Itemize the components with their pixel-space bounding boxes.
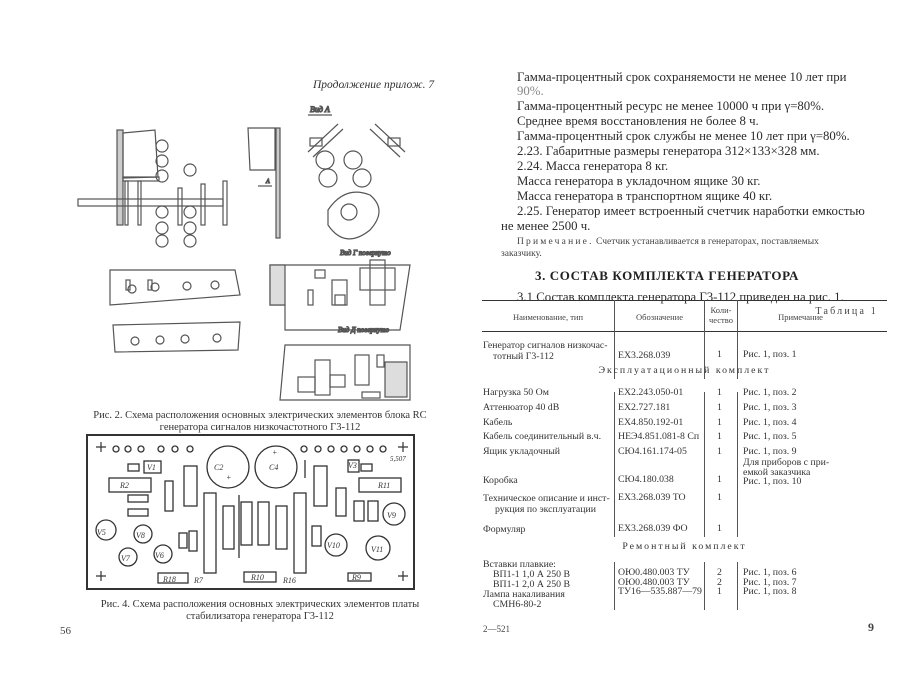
svg-text:V8: V8 (136, 531, 145, 540)
repair-notes (743, 568, 797, 597)
svg-text:V3: V3 (348, 461, 357, 470)
row-note: Рис. 1, поз. 4 (743, 417, 797, 428)
spec-line-5: Гамма-процентный срок службы не менее 10 лет при γ=80%. (517, 129, 850, 143)
view-g-label: Вид Г повернуто (340, 249, 391, 257)
section-repair-kit: Ремонтный комплект (622, 541, 747, 552)
note-label: Примечание. (517, 237, 594, 247)
repair-qty: 1 (717, 586, 722, 597)
row-name: Ящик укладочный (483, 446, 561, 457)
repair-note: Рис. 1, поз. 8 (743, 586, 797, 597)
repair-name: ВП1-1 2,0 А 250 В (493, 579, 571, 590)
svg-text:R18: R18 (163, 575, 176, 584)
repair-note: Рис. 1, поз. 7 (743, 576, 797, 588)
note (517, 236, 819, 248)
col-header-qty: Коли- чество (709, 305, 733, 325)
row-qty: 1 (717, 492, 722, 503)
row-note: Рис. 1, поз. 5 (743, 431, 797, 442)
row-code: ЕХ3.268.039 (618, 350, 671, 361)
svg-text:V7: V7 (121, 554, 130, 563)
figure-2-drawing (70, 100, 450, 410)
note-text: Счетчик устанавливается в генераторах, поставляемых (596, 237, 819, 247)
spec-line-4: Среднее время восстановления не более 8 ч. (517, 114, 759, 128)
svg-text:V9: V9 (387, 511, 396, 520)
repair-code: ОЮ0.480.003 ТУ (618, 576, 690, 588)
table-label: Таблица 1 (815, 306, 878, 317)
col-header-name: Наименование, тип (512, 312, 584, 322)
row-name: Кабель соединительный в.ч. (483, 431, 602, 442)
figure-4-caption-line1: Рис. 4. Схема расположения основных электрических элементов платы (100, 599, 420, 610)
spec-line-6: 2.23. Габаритные размеры генератора 312×133×328 мм. (517, 144, 820, 158)
svg-text:V10: V10 (327, 541, 340, 550)
spec-line-11: не менее 2500 ч. (501, 219, 591, 233)
row-qty: 1 (717, 446, 722, 457)
svg-text:A: A (266, 179, 270, 185)
row-code: СЮ4.180.038 (618, 474, 674, 485)
svg-text:V1: V1 (147, 463, 156, 472)
repair-name: СМН6-80-2 (493, 599, 542, 610)
right-page-number: 9 (868, 620, 874, 634)
row-name: Техническое описание и инст- (483, 493, 610, 504)
row-code: ЕХ3.268.039 ТО (618, 492, 686, 503)
row-note: Рис. 1, поз. 2 (743, 387, 797, 398)
repair-qty: 2 (717, 576, 722, 588)
row-name: Кабель (483, 417, 513, 428)
note-text-cont: заказчику. (501, 249, 542, 259)
row-qty: 1 (717, 417, 722, 428)
spec-line-7: 2.24. Масса генератора 8 кг. (517, 159, 669, 173)
svg-text:+: + (272, 448, 278, 457)
svg-text:C4: C4 (269, 463, 279, 472)
section-title: 3. СОСТАВ КОМПЛЕКТА ГЕНЕРАТОРА (535, 268, 799, 283)
figure-2-caption-line1: Рис. 2. Схема расположения основных электрических элементов блока RC (93, 410, 427, 421)
row-name-cont: тотный Г3-112 (493, 351, 554, 362)
spec-line-1: Гамма-процентный срок сохраняемости не менее 10 лет при (517, 70, 847, 84)
svg-text:5,507: 5,507 (390, 455, 406, 463)
continuation-header: Продолжение прилож. 7 (313, 79, 435, 91)
row-note: Рис. 1, поз. 3 (743, 402, 797, 413)
row-name: Формуляр (483, 524, 526, 535)
row-name: Коробка (483, 475, 518, 486)
svg-text:R9: R9 (352, 573, 361, 582)
table-header-rule (482, 331, 887, 332)
row-name: Нагрузка 50 Ом (483, 387, 549, 398)
row-code: СЮ4.161.174-05 (618, 446, 687, 457)
row-note-cont: Для приборов с при- (743, 457, 830, 468)
row-note-cont: емкой заказчика (743, 467, 811, 478)
repair-name: ВП1-1 1,0 А 250 В (493, 569, 571, 580)
svg-text:V5: V5 (97, 528, 106, 537)
view-d-label: Вид Д повернуто (338, 326, 390, 334)
figure-4-caption-line2: стабилизатора генератора Г3-112 (186, 611, 334, 622)
svg-text:+: + (226, 473, 232, 482)
section-intro: 3.1 Состав комплекта генератора Г3-112 приведен на рис. 1. (517, 290, 844, 304)
table-top-rule (482, 300, 887, 301)
row-qty: 1 (717, 431, 722, 442)
svg-text:V11: V11 (371, 545, 384, 554)
figure-2-caption (70, 410, 450, 434)
svg-text:C2: C2 (214, 463, 224, 472)
row-name-cont: рукция по эксплуатации (495, 504, 597, 515)
repair-code: ТУ16—535.887—79 (618, 586, 702, 597)
right-page (455, 0, 900, 680)
spec-line-2: 90%. (517, 84, 544, 98)
svg-text:R11: R11 (378, 481, 391, 490)
row-code: ЕХ2.243.050-01 (618, 387, 684, 398)
repair-name: Вставки плавкие: (483, 559, 556, 570)
figure-2-caption-line2: генератора сигналов низкочастотного Г3-112 (159, 422, 361, 433)
row-qty: 1 (717, 474, 722, 485)
row-qty: 1 (717, 402, 722, 413)
spec-line-3: Гамма-процентный ресурс не менее 10000 ч при γ=80%. (517, 99, 825, 113)
repair-codes (618, 568, 702, 597)
section-operational-kit: Эксплуатационный комплект (598, 365, 771, 376)
svg-text:R2: R2 (120, 481, 129, 490)
svg-text:R7: R7 (194, 576, 203, 585)
row-qty: 1 (717, 349, 722, 360)
row-code: НЕЭ4.851.081-8 Сп (618, 431, 700, 442)
spec-line-9: Масса генератора в транспортном ящике 40 кг. (517, 189, 773, 203)
left-page-number: 56 (60, 625, 71, 637)
repair-qtys (717, 568, 722, 597)
col-header-code: Обозначение (636, 312, 683, 322)
row-name: Аттенюатор 40 dB (483, 402, 560, 413)
row-name: Генератор сигналов низкочас- (483, 340, 608, 351)
repair-qty: 2 (717, 567, 722, 578)
figure-4-board (86, 433, 416, 595)
spec-line-8: Масса генератора в укладочном ящике 30 кг. (517, 174, 761, 188)
footer-code: 2—521 (483, 624, 510, 634)
svg-text:R16: R16 (283, 576, 296, 585)
view-a-label: Вид А (310, 105, 330, 114)
row-code: ЕХ2.727.181 (618, 402, 671, 413)
spec-line-10: 2.25. Генератор имеет встроенный счетчик наработки емкостью (517, 204, 865, 218)
row-code: ЕХ3.268.039 ФО (618, 523, 688, 534)
col-header-note: Примечание (778, 312, 823, 322)
row-note: Рис. 1, поз. 1 (743, 349, 797, 360)
repair-names (483, 560, 570, 610)
repair-name: Лампа накаливания (483, 589, 565, 600)
row-note: Рис. 1, поз. 9 (743, 446, 797, 457)
svg-text:R10: R10 (251, 573, 264, 582)
repair-code: ОЮ0.480.003 ТУ (618, 567, 690, 578)
figure-4-caption (70, 599, 450, 623)
row-qty: 1 (717, 387, 722, 398)
repair-note: Рис. 1, поз. 6 (743, 567, 797, 578)
svg-text:V6: V6 (155, 551, 164, 560)
row-note: Рис. 1, поз. 10 (743, 476, 802, 487)
row-code: ЕХ4.850.192-01 (618, 417, 684, 428)
row-qty: 1 (717, 523, 722, 534)
